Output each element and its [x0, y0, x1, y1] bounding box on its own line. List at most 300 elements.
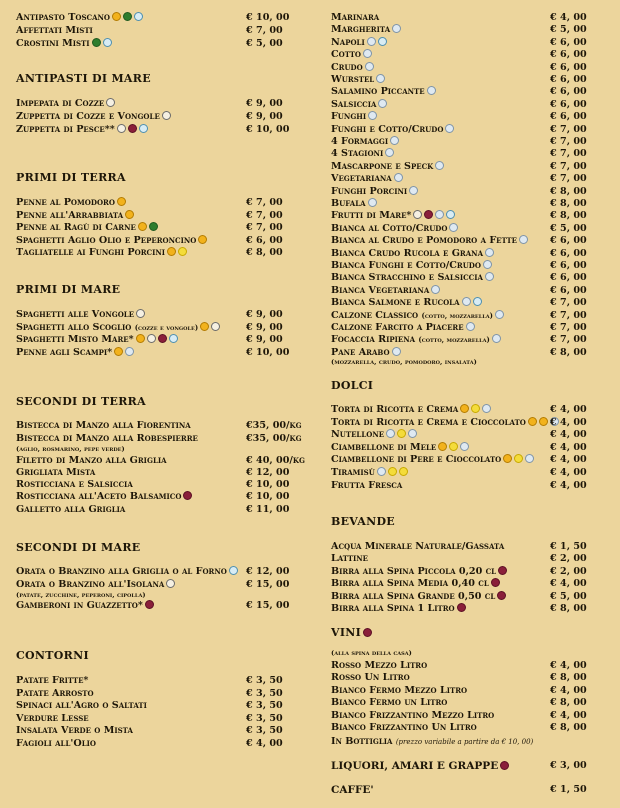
item-price: € 6, 00: [246, 234, 283, 246]
chili-icon: [136, 334, 145, 343]
item-note: (patate, zucchine, peperoni, cipolla): [16, 591, 146, 599]
milk-icon: [427, 86, 436, 95]
section-title: BEVANDE: [331, 515, 395, 528]
milk-icon: [390, 136, 399, 145]
item-name: Orata o Branzino all'Isolana: [16, 579, 175, 590]
item-price: € 10, 00: [246, 124, 290, 135]
menu-item: [16, 197, 306, 209]
item-name: Spinaci all'Agro o Saltati: [16, 700, 147, 711]
wine-icon: [500, 761, 509, 770]
menu-item: [331, 591, 606, 603]
item-price: € 6, 00: [550, 36, 587, 48]
menu-item: [331, 12, 606, 24]
menu-item: [16, 334, 306, 346]
item-note: (cotto, mozzarella): [421, 310, 493, 320]
item-name: Verdure Lesse: [16, 712, 89, 724]
item-name: Penne all'Arrabbiata: [16, 210, 134, 221]
item-name: Frutti di Mare*: [331, 210, 455, 221]
item-price: € 4, 00: [550, 404, 587, 415]
fish-icon: [139, 124, 148, 133]
menu-item: [331, 210, 606, 222]
item-name: Bistecca di Manzo alla Fiorentina: [16, 420, 191, 431]
item-price: € 3, 50: [246, 687, 283, 699]
menu-item: [331, 285, 606, 297]
item-price: € 8, 00: [550, 185, 587, 197]
milk-icon: [445, 124, 454, 133]
item-price: € 4, 00: [550, 416, 587, 428]
menu-item: [331, 124, 606, 136]
section-title: PRIMI DI MARE: [16, 283, 121, 296]
menu-item: [331, 334, 606, 346]
chili-icon: [438, 442, 447, 451]
item-name: Penne al Pomodoro: [16, 197, 126, 208]
shell-icon: [166, 579, 175, 588]
item-price: € 1, 50: [550, 541, 587, 552]
item-name: Bianco Frizzantino Un Litro: [331, 722, 477, 733]
item-price: € 3, 00: [550, 760, 587, 771]
menu-item: [16, 433, 306, 445]
milk-icon: [377, 467, 386, 476]
milk-icon: [385, 148, 394, 157]
item-name: Ciambellone di Pere e Cioccolato: [331, 454, 534, 465]
menu-item: [16, 479, 306, 491]
chili-icon: [112, 12, 121, 21]
item-price: € 7, 00: [550, 322, 587, 333]
item-price: € 7, 00: [246, 222, 283, 234]
menu-item: [331, 99, 606, 111]
chili-icon: [125, 210, 134, 219]
chili-icon: [200, 322, 209, 331]
item-name: Nutellone: [331, 429, 417, 440]
item-price: €35, 00/kg: [246, 433, 302, 444]
milk-icon: [435, 161, 444, 170]
item-name: Bianca Funghi e Cotto/Crudo: [331, 260, 492, 271]
item-name: Galletto alla Griglia: [16, 504, 126, 515]
item-price: € 11, 00: [246, 504, 290, 515]
item-price: € 7, 00: [550, 309, 587, 321]
item-price: € 9, 00: [246, 98, 283, 109]
item-price: €35, 00/kg: [246, 420, 302, 431]
item-price: € 7, 00: [246, 209, 283, 221]
shell-icon: [162, 111, 171, 120]
item-name: Bianco Fermo un Litro: [331, 697, 448, 709]
menu-item: [16, 566, 306, 578]
item-name: Bianco Frizzantino Mezzo Litro: [331, 709, 495, 721]
chili-icon: [460, 404, 469, 413]
menu-item: [331, 660, 606, 672]
menu-item: [16, 210, 306, 222]
item-name: Fagioli all'Olio: [16, 737, 96, 749]
wine-icon: [183, 491, 192, 500]
item-name: Salsiccia: [331, 99, 387, 110]
item-price: € 4, 00: [246, 737, 283, 749]
item-price: € 15, 00: [246, 579, 290, 590]
item-price: € 2, 00: [550, 565, 587, 577]
milk-icon: [460, 442, 469, 451]
menu-item: [331, 248, 606, 260]
menu-item: [331, 62, 606, 74]
item-name: Bufala: [331, 198, 377, 209]
item-name: Affettati Misti: [16, 25, 93, 36]
item-name: Impepata di Cozze: [16, 98, 115, 109]
milk-icon: [525, 454, 534, 463]
item-price: € 10, 00: [246, 491, 290, 502]
wine-icon: [158, 334, 167, 343]
menu-item: [16, 25, 306, 37]
fish-icon: [473, 297, 482, 306]
item-name: Bianca Crudo Rucola e Grana: [331, 248, 494, 259]
item-price: € 4, 00: [550, 441, 587, 453]
menu-item: [331, 672, 606, 684]
section-title: CONTORNI: [16, 649, 89, 662]
shell-icon: [147, 334, 156, 343]
item-price: € 5, 00: [550, 24, 587, 36]
menu-item: [331, 722, 606, 734]
fish-icon: [103, 38, 112, 47]
milk-icon: [449, 223, 458, 232]
milk-icon: [492, 334, 501, 343]
item-price: € 4, 00: [550, 429, 587, 441]
milk-icon: [409, 186, 418, 195]
menu-item: [16, 247, 306, 259]
item-name: Rosticciana all'Aceto Balsamico: [16, 491, 192, 502]
item-name: Spaghetti Aglio Olio e Peperoncino: [16, 235, 207, 246]
menu-item: [331, 24, 606, 36]
item-name: Orata o Branzino alla Griglia o al Forno: [16, 566, 238, 577]
menu-item: [16, 467, 306, 479]
milk-icon: [519, 235, 528, 244]
item-name: Ciambellone di Mele: [331, 442, 469, 453]
milk-icon: [363, 49, 372, 58]
item-name: Bianca al Crudo e Pomodoro a Fette: [331, 235, 528, 246]
item-name: Crostini Misti: [16, 38, 112, 49]
wine-icon: [498, 566, 507, 575]
item-price: € 5, 00: [550, 590, 587, 602]
item-name: Calzone Farcito a Piacere: [331, 322, 475, 333]
menu-item: [331, 480, 606, 492]
item-name: Vegetariana: [331, 173, 403, 184]
menu-item: [16, 309, 306, 321]
item-price: € 8, 00: [246, 247, 283, 259]
section-title: DOLCI: [331, 379, 374, 392]
item-name: Wurstel: [331, 74, 385, 85]
menu-item: [331, 404, 606, 416]
item-name: Tiramisù: [331, 467, 408, 478]
item-name: Birra alla Spina 1 Litro: [331, 603, 466, 614]
item-price: € 8, 00: [550, 603, 587, 614]
menu-item: [16, 124, 306, 136]
milk-icon: [431, 285, 440, 294]
item-price: € 6, 00: [550, 272, 587, 284]
item-name: Pane Arabo: [331, 347, 401, 358]
item-name: Bianco Fermo Mezzo Litro: [331, 684, 468, 696]
item-price: € 15, 00: [246, 600, 290, 611]
item-note: (aglio, rosmarino, pepe verde): [16, 445, 125, 453]
milk-icon: [435, 210, 444, 219]
menu-item: [16, 738, 306, 750]
menu-item: [331, 566, 606, 578]
menu-item: [16, 111, 306, 123]
item-price: € 3, 50: [246, 712, 283, 724]
wine-icon: [424, 210, 433, 219]
chili-icon: [138, 222, 147, 231]
item-note: (cozze e vongole): [134, 322, 199, 332]
fish-icon: [169, 334, 178, 343]
menu-item: [331, 49, 606, 61]
milk-icon: [408, 429, 417, 438]
item-name: Rosticciana e Salsiccia: [16, 479, 133, 490]
item-name: Crudo: [331, 62, 374, 73]
item-price: € 6, 00: [550, 98, 587, 110]
menu-item: [331, 235, 606, 247]
fish-icon: [134, 12, 143, 21]
item-name: Lattine: [331, 553, 368, 565]
item-price: € 4, 00: [550, 684, 587, 696]
menu-item: [331, 697, 606, 709]
section-title: VINI: [331, 626, 372, 639]
item-price: € 4, 00: [550, 709, 587, 721]
item-name: Mascarpone e Speck: [331, 161, 444, 172]
menu-item: [331, 442, 606, 454]
item-price: € 4, 00: [550, 454, 587, 466]
item-price: € 40, 00/kg: [246, 455, 305, 466]
item-price: € 5, 00: [550, 222, 587, 234]
milk-icon: [495, 310, 504, 319]
item-name: Focaccia Ripiena (cotto, mozzarella): [331, 334, 501, 345]
item-price: € 7, 00: [550, 136, 587, 147]
milk-icon: [365, 62, 374, 71]
wine-icon: [145, 600, 154, 609]
wine-icon: [497, 591, 506, 600]
milk-icon: [485, 272, 494, 281]
menu-item: [331, 223, 606, 235]
item-name: Frutta Fresca: [331, 479, 403, 491]
item-name: Bianca Salmone e Rucola: [331, 297, 482, 308]
menu-item: [331, 136, 606, 148]
item-name: Funghi e Cotto/Crudo: [331, 124, 454, 135]
item-note: (alla spina della casa): [331, 649, 412, 657]
item-name: Funghi: [331, 111, 377, 122]
item-name: Salamino Piccante: [331, 86, 436, 97]
item-price: € 7, 00: [550, 173, 587, 185]
menu-item: [16, 725, 306, 737]
olive-icon: [123, 12, 132, 21]
menu-item: [331, 186, 606, 198]
item-name: Insalata Verde o Mista: [16, 725, 133, 736]
item-price: € 7, 00: [550, 297, 587, 309]
item-price: € 6, 00: [550, 235, 587, 247]
item-price: € 8, 00: [550, 198, 587, 209]
milk-icon: [386, 429, 395, 438]
milk-icon: [485, 248, 494, 257]
item-name: Zuppetta di Pesce**: [16, 124, 148, 135]
wheat-icon: [397, 429, 406, 438]
item-name: Cotto: [331, 49, 372, 60]
wheat-icon: [449, 442, 458, 451]
item-price: € 8, 00: [550, 697, 587, 709]
menu-item: [16, 491, 306, 503]
menu-item: [331, 86, 606, 98]
item-price: € 4, 00: [550, 467, 587, 478]
item-price: € 6, 00: [550, 111, 587, 123]
item-name: Calzone Classico (cotto, mozzarella): [331, 310, 504, 321]
olive-icon: [149, 222, 158, 231]
milk-icon: [482, 404, 491, 413]
chili-icon: [539, 417, 548, 426]
item-price: € 9, 00: [246, 309, 283, 320]
item-name: Torta di Ricotta e Crema: [331, 404, 491, 415]
item-price: € 9, 00: [246, 334, 283, 345]
item-name: Birra alla Spina Piccola 0,20 cl: [331, 566, 507, 577]
menu-item: [16, 420, 306, 432]
item-name: Patate Fritte*: [16, 675, 89, 686]
menu-item: [16, 98, 306, 110]
menu-item: [16, 688, 306, 700]
milk-icon: [367, 37, 376, 46]
milk-icon: [376, 74, 385, 83]
section-title: CAFFE': [331, 784, 374, 796]
chili-icon: [528, 417, 537, 426]
item-name: Marinara: [331, 12, 380, 23]
item-name: Spaghetti alle Vongole: [16, 309, 145, 320]
milk-icon: [368, 111, 377, 120]
milk-icon: [392, 347, 401, 356]
menu-item: [331, 260, 606, 272]
item-price: € 9, 00: [246, 111, 283, 122]
menu-item: [16, 322, 306, 334]
item-name: Bistecca di Manzo alla Robespierre: [16, 433, 198, 444]
menu-item: [331, 272, 606, 284]
wine-icon: [457, 603, 466, 612]
menu-item: [16, 600, 306, 612]
item-name: 4 Stagioni: [331, 148, 394, 159]
item-name: Birra alla Spina Media 0,40 cl: [331, 578, 500, 589]
shell-icon: [211, 322, 220, 331]
menu-item: [16, 713, 306, 725]
menu-item: [16, 38, 306, 50]
menu-item: [331, 74, 606, 86]
wheat-icon: [399, 467, 408, 476]
section-title: SECONDI DI MARE: [16, 541, 141, 554]
menu-item: [331, 111, 606, 123]
menu-item: [331, 37, 606, 49]
menu-item: [16, 235, 306, 247]
menu-item: [331, 760, 606, 772]
item-price: € 4, 00: [550, 660, 587, 671]
item-price: € 6, 00: [550, 49, 587, 61]
item-name: Rosso Mezzo Litro: [331, 660, 428, 671]
menu-item: [331, 553, 606, 565]
item-price: € 7, 00: [550, 334, 587, 346]
item-name: Penne al Ragù di Carne: [16, 222, 158, 233]
menu-item: [16, 579, 306, 591]
shell-icon: [106, 98, 115, 107]
wheat-icon: [471, 404, 480, 413]
milk-icon: [394, 173, 403, 182]
menu-item: [331, 322, 606, 334]
shell-icon: [413, 210, 422, 219]
item-price: € 2, 00: [550, 553, 587, 565]
item-name: Funghi Porcini: [331, 186, 418, 197]
olive-icon: [92, 38, 101, 47]
menu-item: [331, 148, 606, 160]
item-name: Birra alla Spina Grande 0,50 cl: [331, 591, 506, 602]
item-price: € 12, 00: [246, 467, 290, 478]
item-note: (mozzarella, crudo, pomodoro, insalata): [331, 358, 477, 366]
item-name: Napoli: [331, 37, 387, 48]
item-price: € 10, 00: [246, 479, 290, 490]
item-name: Zuppetta di Cozze e Vongole: [16, 111, 171, 122]
item-price: € 7, 00: [550, 148, 587, 160]
menu-item: [16, 700, 306, 712]
milk-icon: [125, 347, 134, 356]
milk-icon: [466, 322, 475, 331]
shell-icon: [136, 309, 145, 318]
wine-icon: [128, 124, 137, 133]
item-price: € 10, 00: [246, 346, 290, 358]
menu-item: [331, 347, 606, 359]
menu-item: [331, 685, 606, 697]
item-note: (prezzo variabile a partire da € 10, 00): [395, 738, 534, 746]
menu-item: [16, 222, 306, 234]
item-name: Spaghetti allo Scoglio (cozze e vongole): [16, 322, 220, 333]
item-name: Antipasto Toscano: [16, 12, 143, 23]
menu-item: [331, 710, 606, 722]
menu-item: [16, 675, 306, 687]
item-price: € 6, 00: [550, 61, 587, 73]
chili-icon: [114, 347, 123, 356]
item-price: € 6, 00: [550, 247, 587, 259]
menu-item: [16, 455, 306, 467]
item-price: € 3, 50: [246, 725, 283, 736]
chili-icon: [503, 454, 512, 463]
wine-icon: [363, 628, 372, 637]
item-price: € 7, 00: [550, 160, 587, 172]
milk-icon: [368, 198, 377, 207]
menu-item: [16, 504, 306, 516]
item-name: Acqua Minerale Naturale/Gassata: [331, 541, 505, 552]
item-name: Bianca al Cotto/Crudo: [331, 223, 458, 234]
menu-item: [331, 578, 606, 590]
milk-icon: [378, 99, 387, 108]
item-price: € 12, 00: [246, 566, 290, 577]
item-name: Gamberoni in Guazzetto*: [16, 600, 154, 611]
wine-icon: [491, 578, 500, 587]
item-name: Bianca Vegetariana: [331, 285, 440, 296]
item-price: € 6, 00: [550, 86, 587, 98]
menu-item: [331, 603, 606, 615]
item-name: Filetto di Manzo alla Griglia: [16, 455, 167, 466]
menu-item: [331, 454, 606, 466]
item-name: Margherita: [331, 24, 401, 35]
item-price: € 8, 00: [550, 722, 587, 733]
milk-icon: [392, 24, 401, 33]
item-name: Patate Arrosto: [16, 687, 94, 699]
section-title: ANTIPASTI DI MARE: [16, 72, 151, 85]
item-price: € 4, 00: [550, 12, 587, 23]
menu-item: [16, 347, 306, 359]
chili-icon: [167, 247, 176, 256]
wheat-icon: [388, 467, 397, 476]
item-name: Grigliata Mista: [16, 467, 96, 478]
menu-item: [16, 12, 306, 24]
item-price: € 3, 50: [246, 675, 283, 686]
section-title: SECONDI DI TERRA: [16, 395, 146, 408]
menu-item: [331, 784, 606, 796]
menu-item: [331, 467, 606, 479]
item-name: 4 Formaggi: [331, 136, 399, 147]
item-price: € 10, 00: [246, 12, 290, 23]
